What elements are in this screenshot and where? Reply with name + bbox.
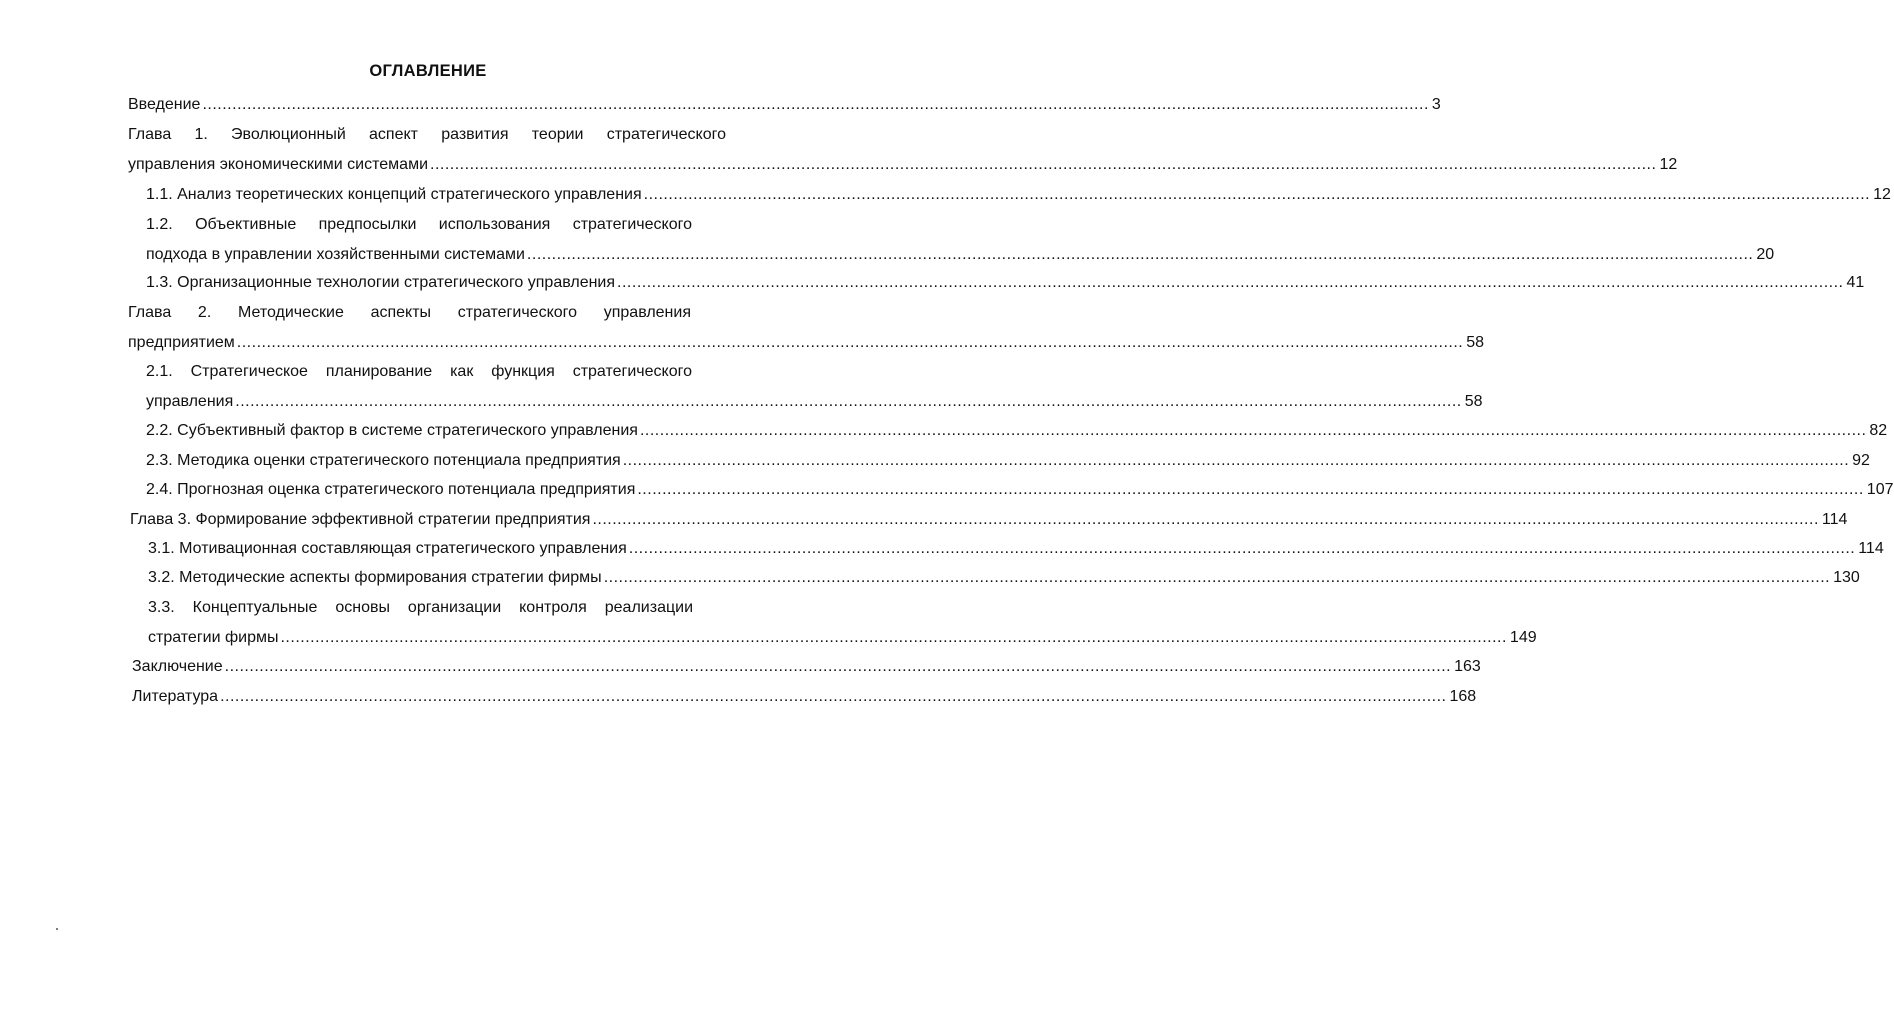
entry-title-line2: подхода в управлении хозяйственными системами [146,246,525,263]
page-number: 130 [1833,569,1860,586]
toc-entry-3-1 [148,534,1884,564]
entry-title: 2.3. Методика оценки стратегического потенциала предприятия [146,452,621,469]
entry-title: 3.1. Мотивационная составляющая стратегического управления [148,540,627,557]
page-number: 168 [1449,688,1477,705]
entry-title: Глава 3. Формирование эффективной стратегии предприятия [130,511,591,528]
entry-title-line2: предприятием [128,334,235,351]
dot-leader [640,416,1866,446]
entry-title: 3.2. Методические аспекты формирования стратегии фирмы [148,569,602,586]
page-number: 58 [1464,393,1483,410]
toc-entry-1-1 [146,180,1891,210]
toc-entry-1-2 [146,210,1775,270]
page-number: 92 [1852,452,1870,469]
entry-title: Заключение [132,658,223,675]
toc-entry-2-4 [146,475,1894,505]
scan-speck [56,928,58,930]
toc-entry-3-2 [148,563,1860,593]
toc-entry-chapter-2 [128,298,1485,358]
entry-title-line1: Глава 1. Эволюционный аспект развития теории стратегического [128,126,726,143]
dot-leader [637,475,1863,505]
toc-title: ОГЛАВЛЕНИЕ [369,62,487,80]
page-number: 58 [1466,334,1485,351]
page-number: 114 [1821,511,1848,528]
page-number: 149 [1509,629,1537,646]
toc-entry-2-2 [146,416,1888,446]
dot-leader [604,563,1830,593]
dot-leader [225,652,1451,682]
entry-title-line2: управления экономическими системами [128,156,428,173]
entry-title-line1: 3.3. Концептуальные основы организации контроля реализации [148,599,693,616]
dot-leader [644,180,1870,210]
dot-leader [527,240,1753,270]
page-number: 3 [1431,96,1441,113]
toc-entry-3-3 [148,593,1537,653]
entry-title-line2: стратегии фирмы [148,629,279,646]
entry-title-line2: управления [146,393,234,410]
toc-entry-introduction [128,90,1441,120]
dot-leader [623,446,1849,476]
dot-leader [280,623,1506,653]
toc-entry-chapter-1 [128,120,1678,180]
entry-title: 2.4. Прогнозная оценка стратегического потенциала предприятия [146,481,636,498]
dot-leader [592,505,1818,535]
dot-leader [235,387,1461,417]
toc-entry-chapter-3 [130,505,1848,535]
dot-leader [237,328,1463,358]
dot-leader [430,150,1656,180]
entry-title: 1.1. Анализ теоретических концепций стратегического управления [146,186,642,203]
entry-title-line1: 1.2. Объективные предпосылки использования стратегического [146,216,692,233]
toc-entry-2-1 [146,357,1483,417]
page-number: 114 [1858,540,1884,557]
page-number: 107 [1866,481,1894,498]
page-number: 12 [1873,186,1891,203]
dot-leader [629,534,1855,564]
entry-title-line1: Глава 2. Методические аспекты стратегического управления [128,304,691,321]
page-number: 20 [1756,246,1775,263]
dot-leader [202,90,1428,120]
toc-entry-2-3 [146,446,1870,476]
toc-entry-1-3 [146,268,1865,298]
toc-entry-references [132,682,1477,712]
dot-leader [220,682,1446,712]
page-number: 41 [1846,274,1865,291]
dot-leader [617,268,1843,298]
toc-entry-conclusion [132,652,1481,682]
entry-title: Введение [128,96,201,113]
page-number: 82 [1869,422,1888,439]
entry-title-line1: 2.1. Стратегическое планирование как функция стратегического [146,363,692,380]
page-number: 12 [1659,156,1678,173]
page-number: 163 [1454,658,1481,675]
entry-title: 1.3. Организационные технологии стратегического управления [146,274,616,291]
entry-title: 2.2. Субъективный фактор в системе стратегического управления [146,422,638,439]
entry-title: Литература [132,688,219,705]
